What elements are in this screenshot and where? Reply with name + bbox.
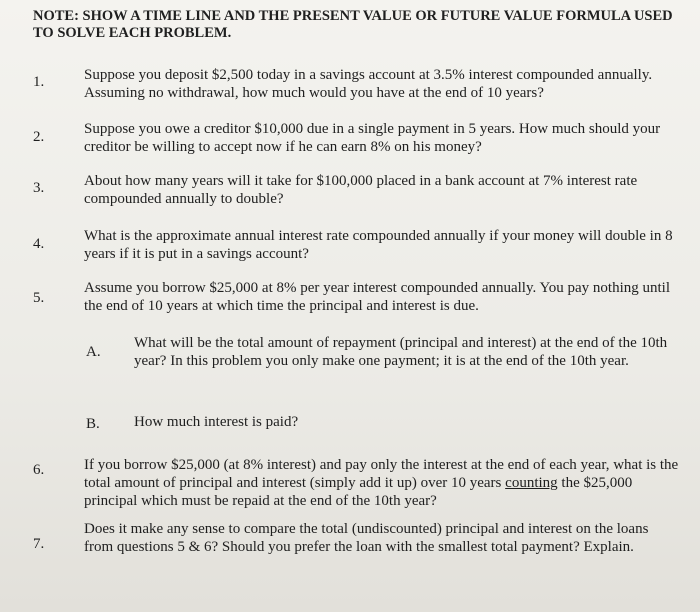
question-1-number: 1. [33,74,45,90]
question-6-underlined: counting [505,475,558,491]
question-4-text: What is the approximate annual interest rate compounded annually if your money will double in 8 years if it is put in a savings account? [84,228,673,262]
question-1-text: Suppose you deposit $2,500 today in a savings account at 3.5% interest compounded annually. Assuming no withdrawal, how much would you have at the end of 10 years? [84,67,653,101]
question-7-text: Does it make any sense to compare the total (undiscounted) principal and interest on the loans from questions 5 & 6? Should you prefer the loan with the smallest total payment? Explain. [84,521,649,555]
question-6-text-part2: the $25,000 principal which must be repaid at the end of the 10th year? [84,475,633,509]
question-6-number: 6. [33,462,45,478]
sub-question-a-text: What will be the total amount of repayment (principal and interest) at the end of the 10th year? In this problem you only make one payment; it is at the end of the 10th year. [134,335,668,369]
question-4-number: 4. [33,236,45,252]
question-6-text [84,456,679,510]
question-5-number: 5. [33,290,45,306]
question-3-number: 3. [33,180,45,196]
instructions-note: NOTE: SHOW A TIME LINE AND THE PRESENT VALUE OR FUTURE VALUE FORMULA USED TO SOLVE EACH PROBLEM. [33,8,673,41]
sub-question-b-text: How much interest is paid? [134,414,299,430]
question-6-text-part1: If you borrow $25,000 (at 8% interest) and pay only the interest at the end of each year, what is the total amount of principal and interest (simply add it up) over 10 years [84,457,679,491]
sub-question-b-label: B. [86,416,100,432]
question-7-number: 7. [33,536,45,552]
question-2-text: Suppose you owe a creditor $10,000 due in a single payment in 5 years. How much should your creditor be willing to accept now if he can earn 8% on his money? [84,121,661,155]
question-3-text: About how many years will it take for $100,000 placed in a bank account at 7% interest rate compounded annually to double? [84,173,638,207]
question-5-text: Assume you borrow $25,000 at 8% per year interest compounded annually. You pay nothing until the end of 10 years at which time the principal and interest is due. [84,280,671,314]
sub-question-a-label: A. [86,344,101,360]
question-2-number: 2. [33,129,45,145]
